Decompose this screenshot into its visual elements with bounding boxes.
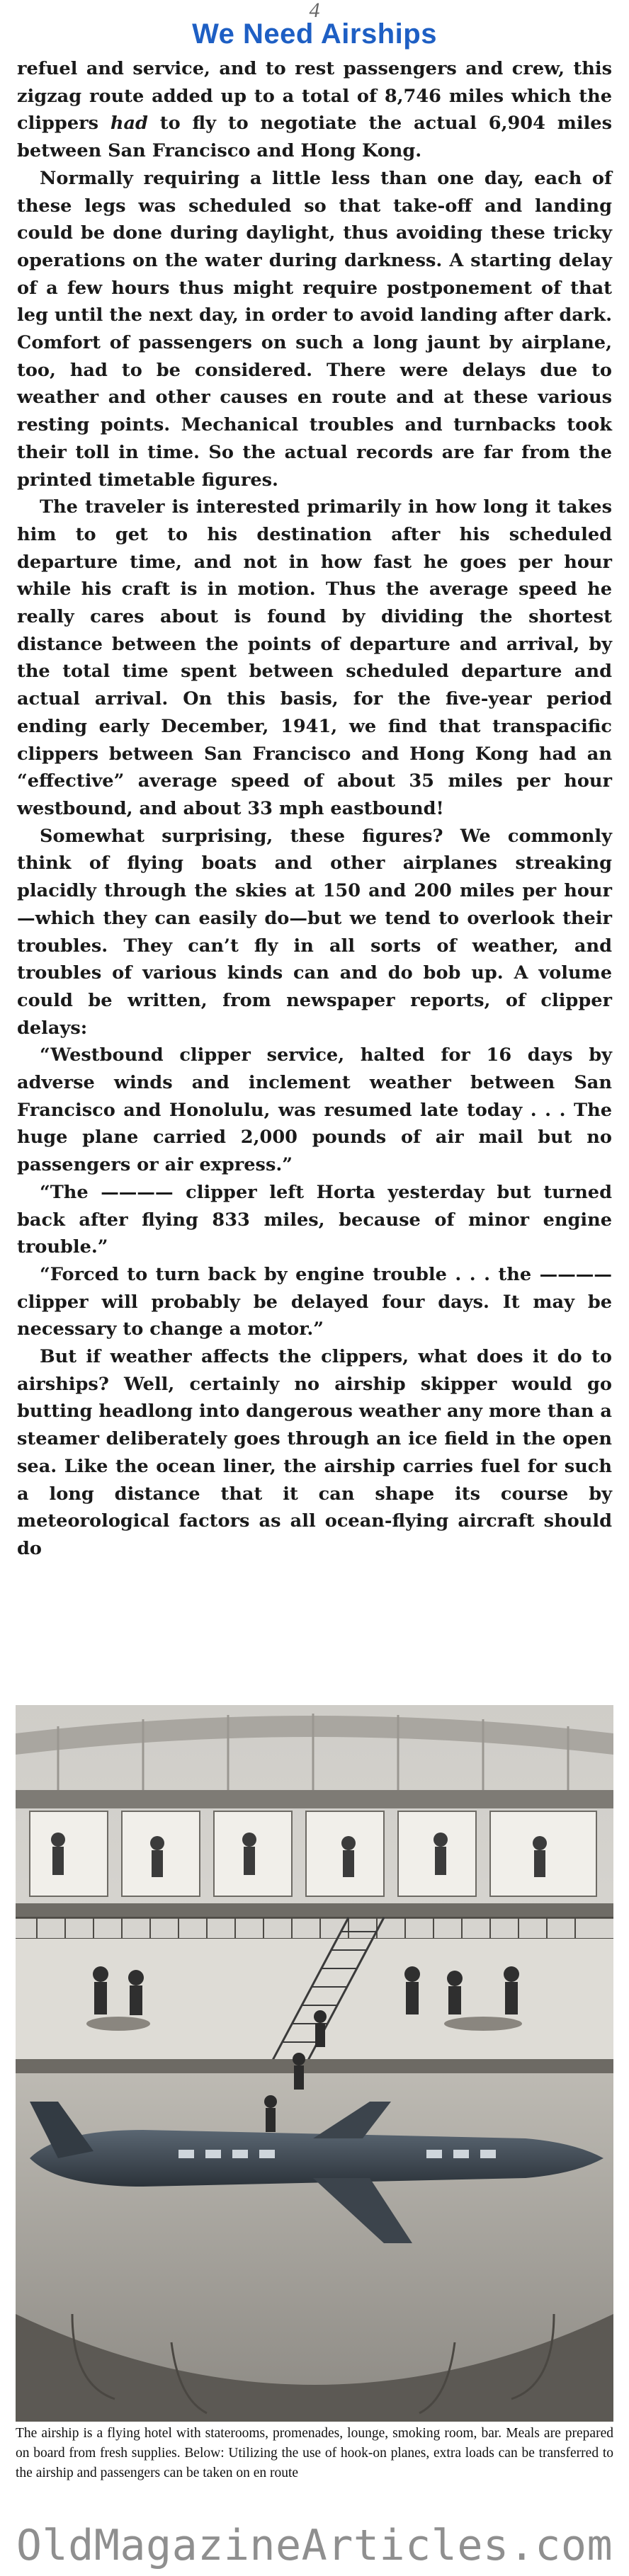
article-title: We Need Airships	[192, 18, 437, 50]
paragraph-4: Somewhat surprising, these figures? We commonly think of flying boats and other airplanes streaking placidly through the skies at 150 and 200 miles per hour—which they can easily do—but we tend to overlook their troubles. They can’t fly in all sorts of weather, and troubles of various kinds can and do bob up. A volume could be written, from newspaper reports, of clipper delays:	[17, 825, 612, 1039]
article-body	[17, 55, 612, 1563]
quote-1: “Westbound clipper service, halted for 16 days by adverse winds and inclement weather between San Francisco and Honolulu, was resumed late today . . . The huge plane carried 2,000 pounds of air mail but no passengers or air express.”	[17, 1044, 612, 1176]
airship-interior-illustration	[16, 1705, 613, 2422]
watermark: OldMagazineArticles.com	[16, 2521, 613, 2570]
illustration-caption: The airship is a flying hotel with staterooms, promenades, lounge, smoking room, bar. Meals are prepared on board from fresh supplies. Below: Utilizing the use of hook-on planes, extra loads can be transferred to the airship and passengers can be taken on en route	[16, 2426, 613, 2480]
paragraph-2: Normally requiring a little less than one day, each of these legs was scheduled so that take-off and landing could be done during daylight, thus avoiding these tricky operations on the water during darkness. A starting delay of a few hours thus might require postponement of that leg until the next day, in order to avoid landing after dark. Comfort of passengers on such a long jaunt by airplane, too, had to be considered. There were delays due to weather and other causes en route and at these various resting points. Mechanical troubles and turnbacks took their toll in time. So the actual records are far from the printed timetable figures.	[17, 167, 612, 491]
paragraph-1-end: to fly to negotiate the actual 6,904 miles between San Francisco and Hong Kong.	[17, 113, 612, 162]
paragraph-1-emphasis: had	[110, 113, 148, 135]
paragraph-1	[17, 55, 612, 165]
quote-2: “The ———— clipper left Horta yesterday but turned back after flying 833 miles, because of minor engine trouble.”	[17, 1181, 612, 1258]
page-number: 4	[309, 0, 320, 22]
paragraph-1-start: refuel and service, and to rest passengers and crew, this zigzag route added up to a total of 8,746 miles which the clippers	[17, 58, 612, 135]
quote-3: “Forced to turn back by engine trouble . . . the ———— clipper will probably be delayed four days. It may be necessary to change a motor.”	[17, 1263, 612, 1340]
paragraph-5: But if weather affects the clippers, what does it do to airships? Well, certainly no airship skipper would go butting headlong into dangerous weather any more than a steamer deliberately goes through an ice field in the open sea. Like the ocean liner, the airship carries fuel for such a long distance that it can shape its course by meteorological factors as all ocean-flying aircraft should do	[17, 1346, 612, 1559]
paragraph-3: The traveler is interested primarily in how long it takes him to get to his destination after his scheduled departure time, and not in how fast he goes per hour while his craft is in motion. Thus the average speed he really cares about is found by dividing the shortest distance between the points of departure and arrival, by the total time spent between scheduled departure and actual arrival. On this basis, for the five-year period ending early December, 1941, we find that transpacific clippers between San Francisco and Hong Kong had an “effective” average speed of about 35 miles per hour westbound, and about 33 mph eastbound!	[17, 496, 612, 819]
